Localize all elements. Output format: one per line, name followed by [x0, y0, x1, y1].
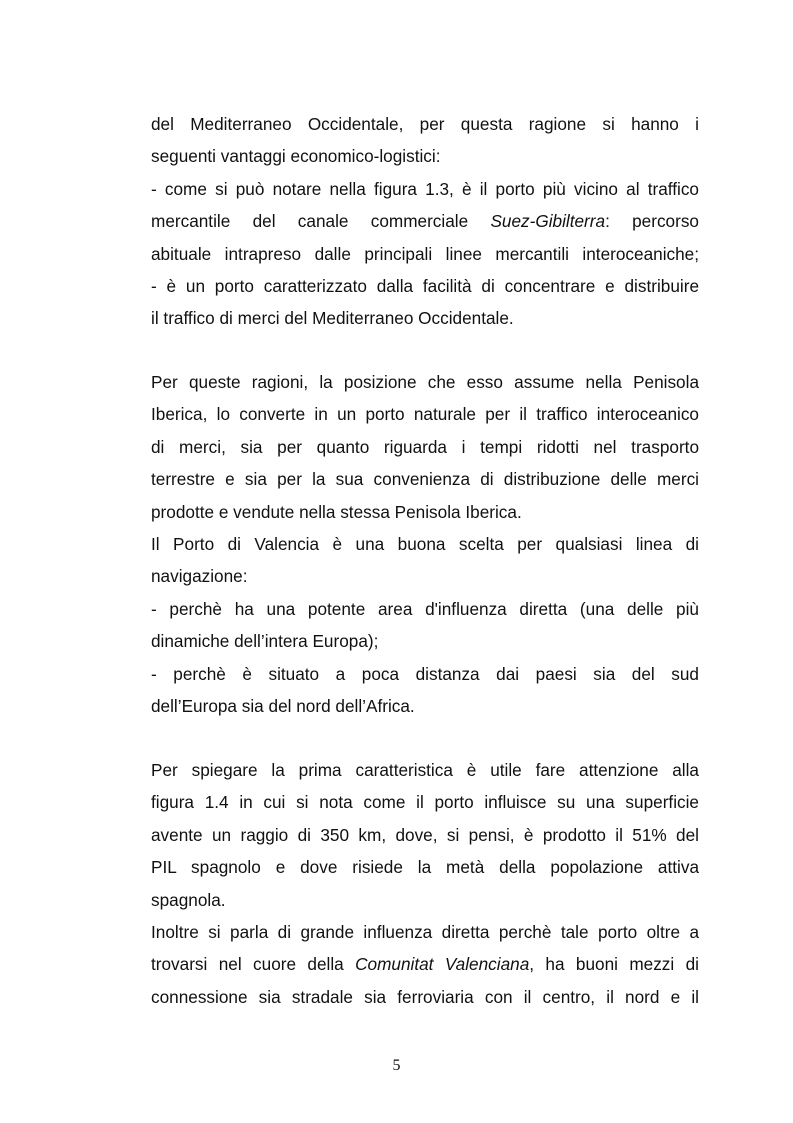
- text-line: navigazione:: [151, 566, 248, 587]
- text-line: di merci, sia per quanto riguarda i tempi ridotti nel trasporto: [151, 436, 699, 457]
- text-line: abituale intrapreso dalle principali linee mercantili interoceaniche;: [151, 243, 699, 264]
- text-line: avente un raggio di 350 km, dove, si pensi, è prodotto il 51% del: [151, 824, 699, 845]
- text-line: Iberica, lo converte in un porto naturale per il traffico interoceanico: [151, 404, 699, 425]
- text-line: spagnola.: [151, 889, 226, 910]
- text-line: il traffico di merci del Mediterraneo Occidentale.: [151, 308, 514, 329]
- text-line: figura 1.4 in cui si nota come il porto influisce su una superficie: [151, 792, 699, 813]
- paragraph-3: [151, 754, 699, 1013]
- italic-term: Suez-Gibilterra: [490, 211, 606, 232]
- text-line: trovarsi nel cuore della Comunitat Valenciana, ha buoni mezzi di: [151, 954, 699, 975]
- text-line: Per queste ragioni, la posizione che esso assume nella Penisola: [151, 372, 699, 392]
- page-number: 5: [392, 1057, 401, 1074]
- text-line: prodotte e vendute nella stessa Penisola Iberica.: [151, 501, 522, 522]
- text-line: del Mediterraneo Occidentale, per questa ragione si hanno i: [151, 114, 699, 134]
- text-line: seguenti vantaggi economico-logistici:: [151, 146, 441, 167]
- italic-term: Comunitat Valenciana: [355, 954, 530, 975]
- text-line: Il Porto di Valencia è una buona scelta per qualsiasi linea di: [151, 533, 699, 554]
- text-line: - come si può notare nella figura 1.3, è il porto più vicino al traffico: [151, 178, 699, 199]
- text-line: - perchè è situato a poca distanza dai paesi sia del sud: [151, 663, 699, 684]
- paragraph-2: [151, 366, 699, 722]
- text-line: Per spiegare la prima caratteristica è utile fare attenzione alla: [151, 760, 699, 780]
- text-line: mercantile del canale commerciale Suez-Gibilterra: percorso: [151, 211, 699, 232]
- text-line: dell’Europa sia del nord dell’Africa.: [151, 695, 415, 716]
- text-line: connessione sia stradale sia ferroviaria con il centro, il nord e il: [151, 986, 699, 1007]
- text-line: - perchè ha una potente area d'influenza diretta (una delle più: [151, 598, 699, 619]
- text-line: dinamiche dell’intera Europa);: [151, 631, 379, 652]
- text-line: PIL spagnolo e dove risiede la metà della popolazione attiva: [151, 857, 699, 878]
- paragraph-1: [151, 108, 699, 335]
- text-line: Inoltre si parla di grande influenza diretta perchè tale porto oltre a: [151, 921, 699, 942]
- text-line: terrestre e sia per la sua convenienza di distribuzione delle merci: [151, 469, 699, 490]
- text-line: - è un porto caratterizzato dalla facilità di concentrare e distribuire: [151, 275, 699, 296]
